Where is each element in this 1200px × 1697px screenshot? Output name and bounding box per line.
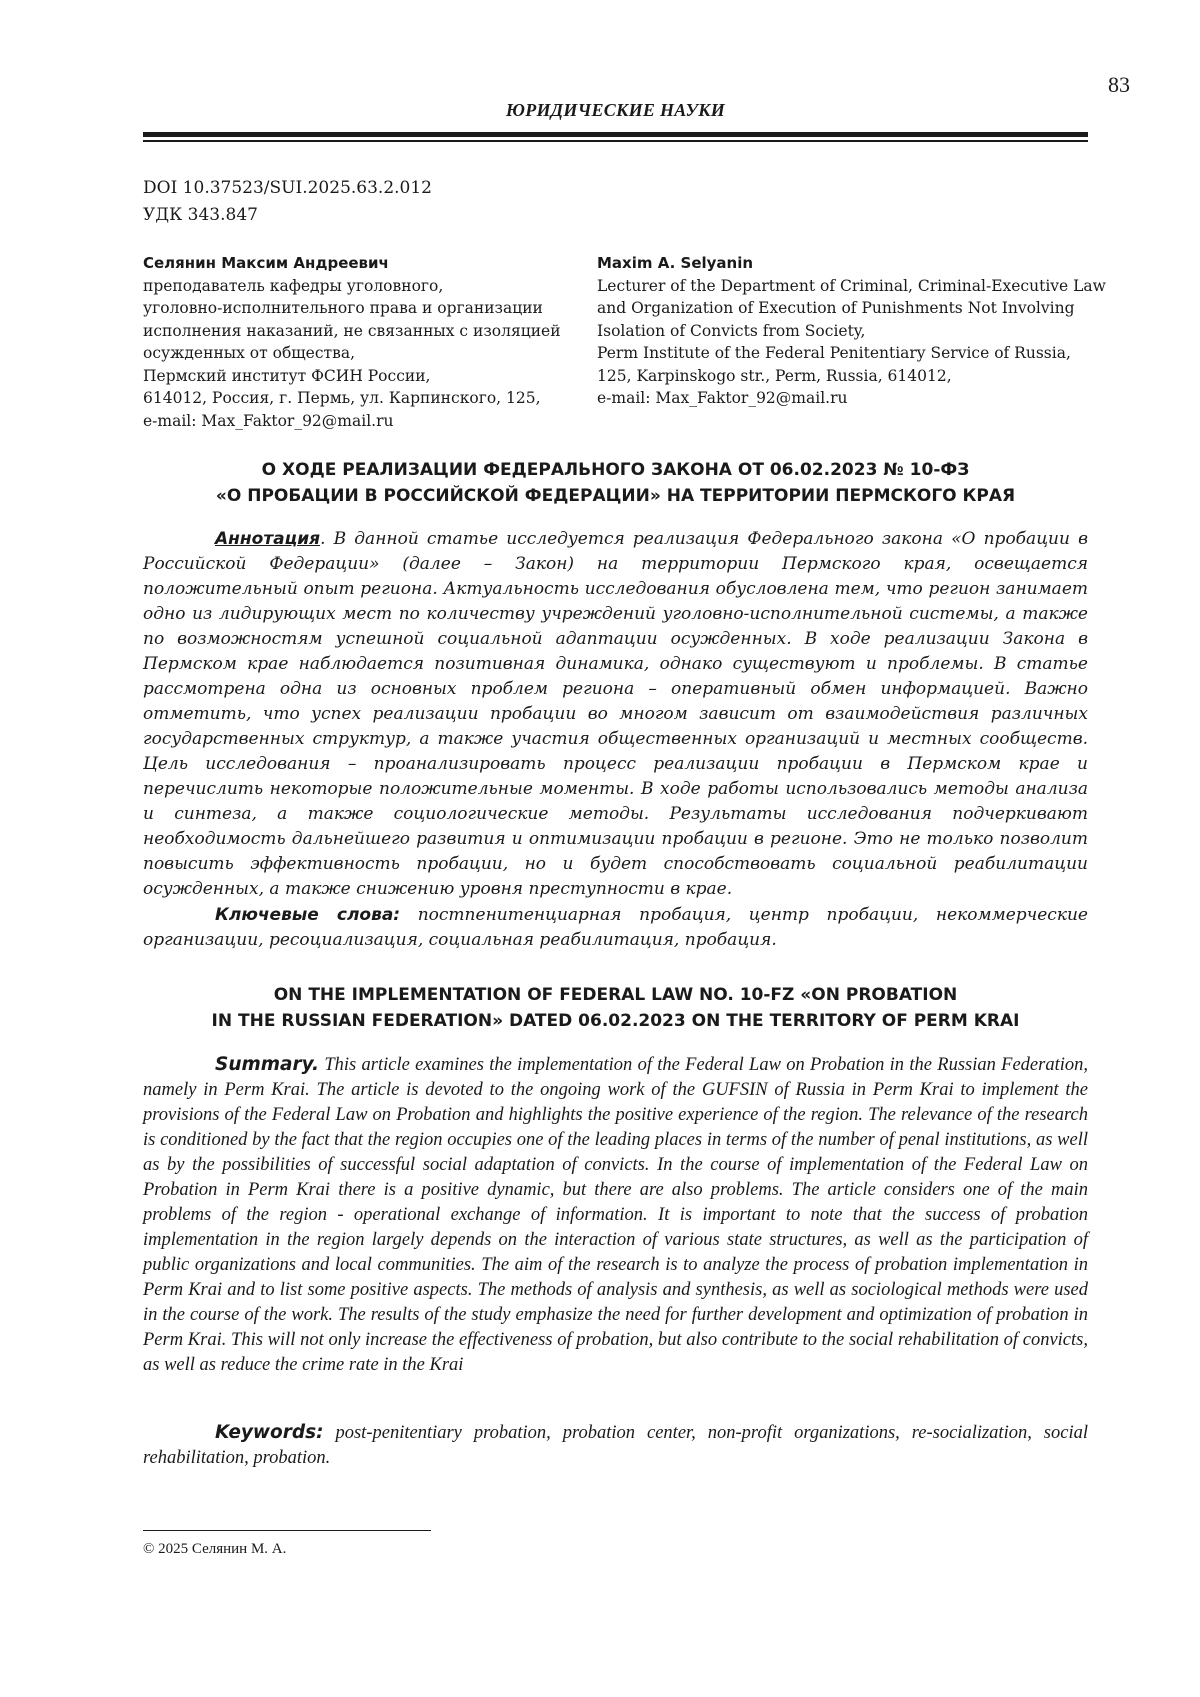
footnote-rule <box>143 1530 431 1531</box>
title-line: ON THE IMPLEMENTATION OF FEDERAL LAW NO. 10-FZ «ON PROBATION <box>273 985 958 1005</box>
author-line: 614012, Россия, г. Пермь, ул. Карпинского, 125, <box>143 389 541 407</box>
abstract-en <box>143 1052 1088 1378</box>
keywords-label-en: Keywords: <box>215 1422 324 1443</box>
keywords-label-ru: Ключевые слова: <box>215 905 401 925</box>
doi: DOI 10.37523/SUI.2025.63.2.012 <box>143 178 432 198</box>
author-line: уголовно-исполнительного права и организации <box>143 299 543 317</box>
author-info-en <box>597 252 1106 410</box>
author-line: исполнения наказаний, не связанных с изоляцией <box>143 321 561 340</box>
abstract-text-en: This article examines the implementation of the Federal Law on Probation in the Russian Federation, namely in Perm Krai. The article is devoted to the ongoing work of the GUFSIN of Russia in Perm Krai to implement the provisions of the Federal Law on Probation and highlights the positive experience of the region. The relevance of the research is conditioned by the fact that the region occupies one of the leading places in terms of the number of penal institutions, as well as by the possibilities of successful social adaptation of convicts. In the course of implementation of the Federal Law on Probation in Perm Krai there is a positive dynamic, but there are also problems. The article considers one of the main problems of the region - operational exchange of information. It is important to note that the success of probation implementation in the region largely depends on the interaction of various state structures, as well as the participation of public organizations and local communities. The aim of the research is to analyze the process of probation implementation in Perm Krai and to list some positive aspects. The methods of analysis and synthesis, as well as sociological methods were used in the course of the work. The results of the study emphasize the need for further development and optimization of probation in Perm Krai. This will not only increase the effectiveness of probation, but also contribute to the social rehabilitation of convicts, as well as reduce the crime rate in the Krai <box>143 1055 1088 1375</box>
author-email-ru: e-mail: Max_Faktor_92@mail.ru <box>143 411 394 430</box>
author-line: Perm Institute of the Federal Penitentiary Service of Russia, <box>597 344 1071 362</box>
author-line: and Organization of Execution of Punishments Not Involving <box>597 299 1075 317</box>
header-rule-thick <box>143 132 1088 137</box>
author-name-ru: Селянин Максим Андреевич <box>143 254 389 272</box>
title-line: IN THE RUSSIAN FEDERATION» DATED 06.02.2023 ON THE TERRITORY OF PERM KRAI <box>211 1011 1020 1031</box>
header-rule-thin <box>143 140 1088 142</box>
author-line: Lecturer of the Department of Criminal, Criminal-Executive Law <box>597 276 1106 295</box>
copyright-footnote: © 2025 Селянин М. А. <box>143 1541 287 1557</box>
author-line: Isolation of Convicts from Society, <box>597 321 866 340</box>
author-email-en: e-mail: Max_Faktor_92@mail.ru <box>597 389 848 407</box>
abstract-text-ru: . В данной статье исследуется реализация Федерального закона «О пробации в Российской Федерации» (далее – Закон) на территории Пермского края, освещается положительный опыт региона. Актуальность исследования обусловлена тем, что регион занимает одно из лидирующих мест по количеству учреждений уголовно-исполнительной системы, а также по возможностям успешной социальной адаптации осужденных. В ходе реализации Закона в Пермском крае наблюдается позитивная динамика, однако существуют и проблемы. В статье рассмотрена одна из основных проблем региона – оперативный обмен информацией. Важно отметить, что успех реализации пробации во многом зависит от взаимодействия различных государственных структур, а также участия общественных организаций и местных сообществ. Цель исследования – проанализировать процесс реализации пробации в Пермском крае и перечислить некоторые положительные моменты. В ходе работы использовались методы анализа и синтеза, а также социологические методы. Результаты исследования подчеркивают необходимость дальнейшего развития и оптимизации пробации в регионе. Это не только позволит повысить эффективность пробации, но и будет способствовать социальной реабилитации осужденных, а также снижению уровня преступности в крае. <box>143 529 1088 899</box>
keywords-en <box>143 1420 1088 1471</box>
keywords-ru <box>143 903 1088 953</box>
keywords-text-ru: постпенитенциарная пробация, центр пробации, некоммерческие организации, ресоциализация, социальная реабилитация, пробация. <box>143 905 1088 950</box>
author-line: 125, Karpinskogo str., Perm, Russia, 614012, <box>597 366 952 385</box>
keywords-text-en: post-penitentiary probation, probation center, non-profit organizations, re-socialization, social rehabilitation, probation. <box>143 1423 1088 1468</box>
abstract-label-en: Summary. <box>215 1054 320 1075</box>
author-line: Пермский институт ФСИН России, <box>143 366 431 385</box>
article-title-en <box>143 982 1088 1034</box>
article-identifiers <box>143 175 743 229</box>
author-info-ru <box>143 252 563 432</box>
abstract-label-ru: Аннотация <box>215 529 321 549</box>
article-title-ru <box>143 457 1088 509</box>
title-line: «О ПРОБАЦИИ В РОССИЙСКОЙ ФЕДЕРАЦИИ» НА ТЕРРИТОРИИ ПЕРМСКОГО КРАЯ <box>215 486 1016 506</box>
page-number: 83 <box>1108 72 1130 97</box>
title-line: О ХОДЕ РЕАЛИЗАЦИИ ФЕДЕРАЛЬНОГО ЗАКОНА ОТ 06.02.2023 № 10-ФЗ <box>261 460 970 480</box>
author-line: осужденных от общества, <box>143 344 356 362</box>
udk: УДК 343.847 <box>143 205 258 225</box>
author-line: преподаватель кафедры уголовного, <box>143 276 444 295</box>
section-header: ЮРИДИЧЕСКИЕ НАУКИ <box>505 100 726 120</box>
abstract-ru <box>143 527 1088 902</box>
author-name-en: Maxim A. Selyanin <box>597 254 754 272</box>
